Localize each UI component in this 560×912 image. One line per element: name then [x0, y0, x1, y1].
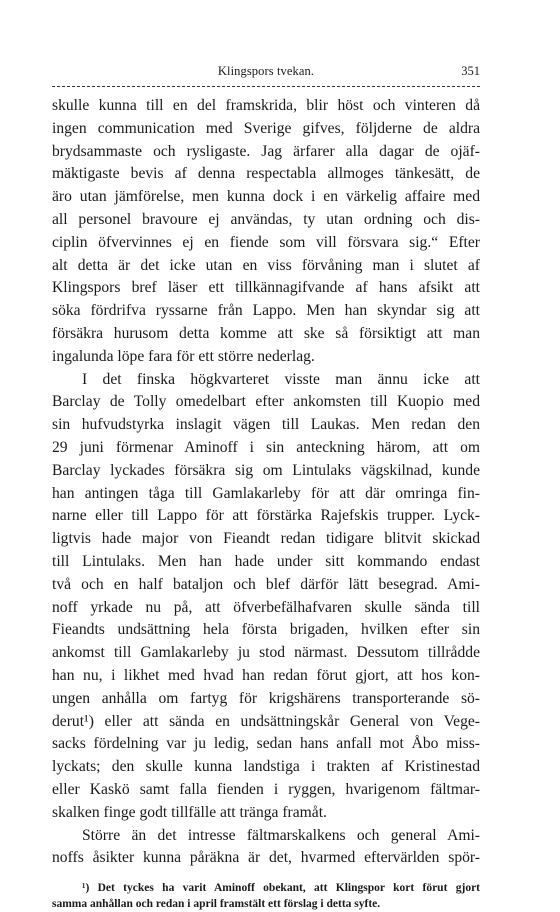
text-line: ankomst till Gamlakarleby ju stod närmast. Dessutom tillrådde — [52, 644, 480, 662]
text-line: sin hufvudstyrka inslagit vägen till Laukas. Men redan den — [52, 416, 480, 434]
footnote-line: samma anhållan och redan i april framstält ett förslag i detta syfte. — [52, 898, 381, 911]
page-header — [52, 64, 480, 86]
page-number: 351 — [461, 64, 480, 78]
footnote — [52, 880, 480, 912]
text-line: ciplin öfvervinnes ej en fiende som vill försvara sig.“ Efter — [52, 233, 480, 251]
text-line: han antingen tåga till Gamlakarleby för att där omringa fin- — [52, 484, 480, 502]
text-line: Större än det intresse fältmarskalkens och general Ami- — [82, 826, 480, 844]
body-text — [52, 95, 480, 870]
text-line: Barclay de Tolly omedelbart efter ankomsten till Kuopio med — [52, 393, 480, 411]
text-line: söka fördrifva ryssarne från Lappo. Men han skyndar sig att — [52, 302, 480, 320]
footnote-line: ¹) Det tyckes ha varit Aminoff obekant, att Klingspor kort förut gjort — [82, 882, 480, 895]
text-line: skalken finge godt tillfälle att tränga framåt. — [52, 803, 327, 821]
text-line: ingalunda löpe fara för ett större nederlag. — [52, 347, 315, 365]
text-line: ungen anhålla om fartyg för krigshärens transporterande sö- — [52, 689, 480, 707]
text-line: till Lintulaks. Men han hade under sitt kommando endast — [52, 552, 480, 570]
text-line: noff yrkade nu på, att öfverbefälhafvaren skulle sända till — [52, 598, 480, 616]
text-line: narne eller till Lappo för att förstärka Rajefskis trupper. Lyck- — [52, 507, 480, 525]
text-line: lyckats; den skulle kunna landstiga i trakten af Kristinestad — [52, 758, 480, 776]
text-line: eller Kaskö samt falla fienden i ryggen, hvarigenom fältmar- — [52, 780, 480, 798]
text-line: I det finska högkvarteret visste man ännu icke att — [82, 370, 480, 388]
text-line: alt detta är det icke utan en viss förvåning man i slutet af — [52, 256, 480, 274]
text-line: två och en half bataljon och blef därför lätt besegrad. Ami- — [52, 575, 480, 593]
text-line: derut¹) eller att sända en undsättningskår General von Vege- — [52, 712, 480, 730]
text-line: all personel bravoure ej användas, ty utan ordning och dis- — [52, 210, 480, 228]
book-page — [52, 64, 480, 912]
text-line: Klingspors bref läser ett tillkännagifvande af hans afsikt att — [52, 279, 480, 297]
text-line: ligtvis hade major von Fieandt redan tidigare blitvit skickad — [52, 530, 480, 548]
text-line: mäktigaste bevis af denna respectabla allmoges tänkesätt, de — [52, 165, 480, 183]
text-line: 29 juni förmenar Aminoff i sin anteckning härom, att om — [52, 438, 480, 456]
text-line: han nu, i likhet med hvad han redan förut gjort, att hos kon- — [52, 666, 480, 684]
header-rule — [52, 86, 480, 87]
text-line: noffs åsikter kunna påräkna är det, hvarmed eftervärlden spör- — [52, 849, 480, 867]
text-line: brydsammaste och rysligaste. Jag ärfarer alla dagar de ojäf- — [52, 142, 480, 160]
text-line: försäkra hurusom detta komme att ske så försiktigt att man — [52, 324, 480, 342]
text-line: äro utan jämförelse, men kunna dock i en värkelig affaire med — [52, 188, 480, 206]
text-line: sacks fördelning var ju ledig, sedan hans anfall mot Åbo miss- — [52, 735, 480, 753]
running-title: Klingspors tvekan. — [217, 64, 315, 78]
text-line: Barclay lyckades försäkra sig om Lintulaks vägskilnad, kunde — [52, 461, 480, 479]
text-line: ingen communication med Sverige gifves, följderne de aldra — [52, 119, 480, 137]
text-line: Fieandts undsättning hela första brigaden, hvilken efter sin — [52, 621, 480, 639]
text-line: skulle kunna till en del framskrida, blir höst och vinteren då — [52, 97, 480, 114]
